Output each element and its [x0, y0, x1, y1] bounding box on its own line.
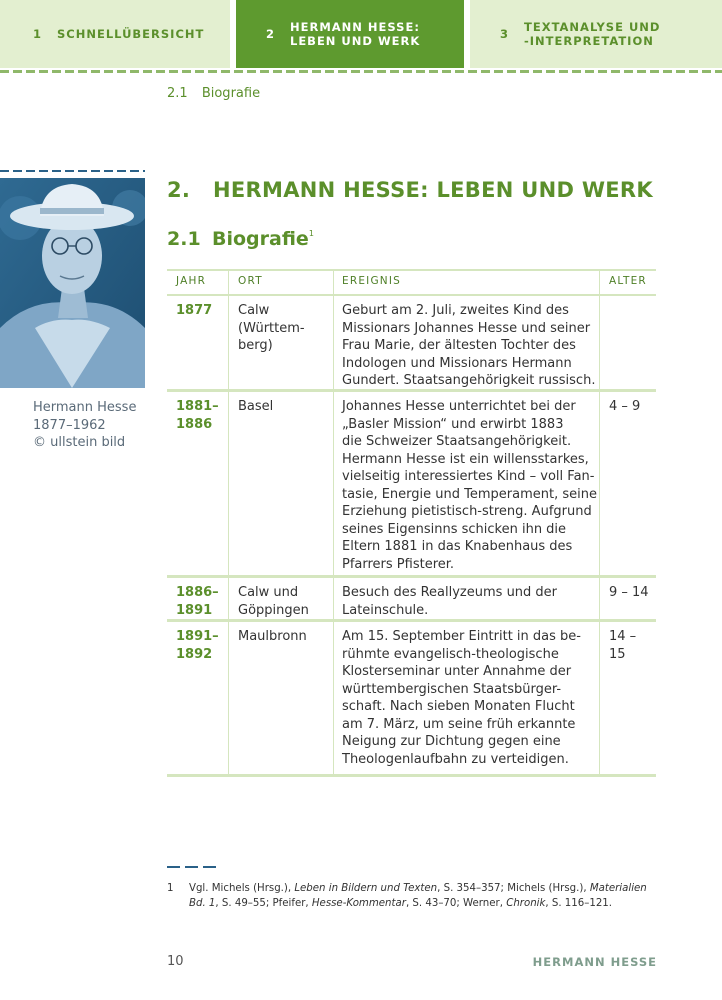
footnote-part-title: Leben in Bildern und Texten: [294, 883, 438, 894]
cell-event: [333, 392, 599, 578]
cell-age: [599, 578, 656, 622]
breadcrumb-number: 2.1: [167, 86, 188, 101]
table-header-row: [167, 269, 656, 296]
footnote-ref[interactable]: 1: [308, 229, 314, 238]
cell-event: [333, 296, 599, 392]
year-text: 1886– 1891: [176, 585, 219, 618]
event-text: Johannes Hesse unterrichtet bei der „Basler Mission“ und erwirbt 1883 die Schweizer Staatsangehörigkeit. Hermann Hesse ist ein willensstarkes, vielseitig interessiertes Kind – voll Fan- tasie, Energie und Temperament, seine Erziehung pietistisch-streng. Aufgrund seines Eigensinns schicken ihn die Eltern 1881 in das Knabenhaus des Pfarrers Pfisterer.: [342, 399, 597, 572]
tab-leben-und-werk[interactable]: [236, 0, 464, 68]
tab-label: HERMANN HESSE: LEBEN UND WERK: [290, 20, 421, 48]
footnote-part: Vgl. Michels (Hrsg.),: [189, 883, 295, 894]
chapter-title: HERMANN HESSE: LEBEN UND WERK: [213, 178, 653, 202]
year-text: 1881– 1886: [176, 399, 219, 432]
section-number: 2.1: [167, 228, 201, 250]
cell-place: [228, 392, 333, 578]
footnote-part-title: Materialien Bd. 1: [189, 883, 647, 909]
header-place: ORT: [228, 269, 333, 296]
footnote-part: , S. 43–70; Werner,: [405, 898, 507, 909]
header-age: ALTER: [599, 269, 656, 296]
chapter-number: 2.: [167, 178, 191, 202]
caption-name: Hermann Hesse: [33, 400, 137, 415]
tab-number: 3: [500, 27, 510, 41]
caption-years: 1877–1962: [33, 417, 106, 433]
footnote-number: 1: [167, 883, 174, 894]
table-row: [167, 578, 656, 622]
running-title: HERMANN HESSE: [532, 955, 657, 969]
tab-schnelluebersicht[interactable]: [0, 0, 230, 68]
table-row: [167, 622, 656, 777]
portrait-photo: [0, 178, 145, 388]
footnote-part-title: Hesse-Kommentar: [311, 898, 406, 909]
year-text: 1877: [176, 303, 213, 318]
age-text: 9 – 14: [609, 585, 649, 600]
footnote-text: [189, 881, 659, 911]
tab-label: SCHNELLÜBERSICHT: [57, 27, 205, 41]
cell-year: [167, 622, 228, 777]
footnote-part: , S. 49–55; Pfeifer,: [215, 898, 312, 909]
caption-credit: © ullstein bild: [33, 435, 126, 450]
cell-year: [167, 296, 228, 392]
cell-age: [599, 622, 656, 777]
footnote-part: , S. 354–357; Michels (Hrsg.),: [437, 883, 590, 894]
cell-place: [228, 296, 333, 392]
section-heading: [167, 228, 314, 250]
cell-year: [167, 392, 228, 578]
breadcrumb: [167, 86, 260, 101]
header-divider: [0, 70, 722, 73]
header-event: EREIGNIS: [333, 269, 599, 296]
biography-table: [167, 269, 656, 777]
section-title: Biografie: [212, 228, 309, 250]
cell-year: [167, 578, 228, 622]
cell-event: [333, 578, 599, 622]
table-row: [167, 392, 656, 578]
place-text: Calw und Göppingen: [238, 585, 309, 618]
cell-age: [599, 392, 656, 578]
photo-divider: [0, 170, 145, 172]
tab-number: 1: [33, 27, 43, 41]
year-text: 1891– 1892: [176, 629, 219, 662]
tab-number: 2: [266, 27, 276, 41]
event-text: Besuch des Reallyzeums und der Lateinschule.: [342, 585, 558, 618]
table-row: [167, 296, 656, 392]
cell-place: [228, 578, 333, 622]
breadcrumb-label: Biografie: [201, 86, 261, 101]
footnote-part-title: Chronik: [506, 898, 546, 909]
cell-event: [333, 622, 599, 777]
place-text: Basel: [238, 399, 274, 414]
age-text: 4 – 9: [609, 399, 641, 414]
cell-age: [599, 296, 656, 392]
chapter-navigation: [0, 0, 722, 68]
page-number: 10: [167, 954, 184, 969]
place-text: Maulbronn: [238, 629, 307, 644]
event-text: Am 15. September Eintritt in das be- rühmte evangelisch-theologische Klosterseminar unter Annahme der württembergischen Staatsbürger- schaft. Nach sieben Monaten Flucht am 7. März, um seine früh erkannte Neigung zur Dichtung gegen eine Theologenlaufbahn zu verteidigen.: [342, 629, 581, 767]
footnote-part: , S. 116–121.: [545, 898, 613, 909]
footnote-divider: [167, 866, 217, 868]
chapter-heading: [167, 178, 653, 202]
cell-place: [228, 622, 333, 777]
tab-textanalyse[interactable]: [470, 0, 722, 68]
place-text: Calw (Württem- berg): [238, 303, 305, 353]
age-text: 14 – 15: [609, 629, 637, 662]
event-text: Geburt am 2. Juli, zweites Kind des Missionars Johannes Hesse und seiner Frau Marie, der ältesten Tochter des Indologen und Missionars Hermann Gundert. Staatsangehörigkeit russisch.: [342, 303, 596, 388]
tab-label: TEXTANALYSE UND -INTERPRETATION: [524, 20, 661, 48]
photo-caption: [33, 399, 136, 452]
header-year: JAHR: [176, 275, 207, 287]
